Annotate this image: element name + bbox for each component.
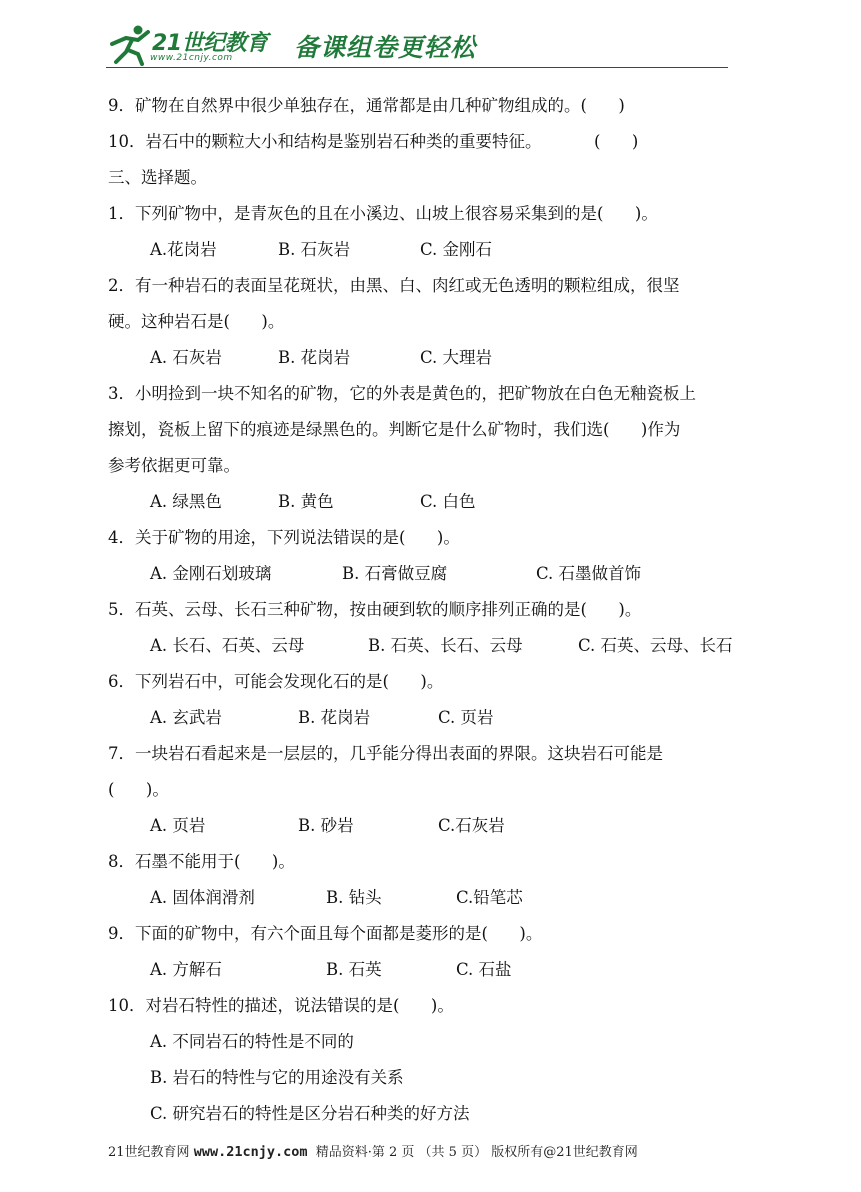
question-7-option-a: A. 页岩	[150, 816, 206, 835]
page-footer	[108, 1141, 638, 1160]
question-4-option-b: B. 石膏做豆腐	[342, 564, 448, 583]
question-6-option-a: A. 玄武岩	[150, 708, 222, 727]
question-8-option-b: B. 钻头	[326, 888, 382, 907]
question-2-stem-line2: 硬。这种岩石是( )。	[108, 312, 285, 331]
question-5-stem: 5．石英、云母、长石三种矿物，按由硬到软的顺序排列正确的是( )。	[108, 600, 642, 619]
question-3-option-b: B. 黄色	[278, 492, 334, 511]
judgement-question-10: 10．岩石中的颗粒大小和结构是鉴别岩石种类的重要特征。 ( )	[108, 132, 639, 151]
question-2-option-b: B. 花岗岩	[278, 348, 351, 367]
question-1-stem: 1．下列矿物中，是青灰色的且在小溪边、山坡上很容易采集到的是( )。	[108, 204, 658, 223]
question-5-option-c: C. 石英、云母、长石	[578, 636, 733, 655]
question-6-option-b: B. 花岗岩	[298, 708, 371, 727]
judgement-question-9: 9．矿物在自然界中很少单独存在，通常都是由几种矿物组成的。( )	[108, 96, 625, 115]
section-title: 三、选择题。	[108, 168, 207, 187]
header-divider	[106, 67, 728, 68]
footer-url-link[interactable]: www.21cnjy.com	[193, 1144, 308, 1160]
question-8-option-a: A. 固体润滑剂	[150, 888, 255, 907]
question-1-option-b: B. 石灰岩	[278, 240, 351, 259]
runner-logo-icon	[108, 24, 152, 66]
question-3-stem-line2: 擦划，瓷板上留下的痕迹是绿黑色的。判断它是什么矿物时，我们选( )作为	[108, 420, 681, 439]
question-2-option-a: A. 石灰岩	[150, 348, 222, 367]
page-header	[108, 22, 728, 72]
question-3-stem-line1: 3．小明捡到一块不知名的矿物，它的外表是黄色的，把矿物放在白色无釉瓷板上	[108, 384, 696, 403]
question-1-option-c: C. 金刚石	[420, 240, 493, 259]
question-9-option-a: A. 方解石	[150, 960, 222, 979]
question-4-stem: 4．关于矿物的用途，下列说法错误的是( )。	[108, 528, 460, 547]
question-5-option-b: B. 石英、长石、云母	[368, 636, 523, 655]
logo-text: 21世纪教育	[152, 31, 268, 56]
question-5-option-a: A. 长石、石英、云母	[150, 636, 305, 655]
question-10-option-a: A. 不同岩石的特性是不同的	[150, 1032, 354, 1051]
question-9-option-b: B. 石英	[326, 960, 382, 979]
question-1-option-a: A.花岗岩	[150, 240, 217, 259]
question-4-option-a: A. 金刚石划玻璃	[150, 564, 272, 583]
question-3-option-a: A. 绿黑色	[150, 492, 222, 511]
header-slogan: 备课组卷更轻松	[294, 33, 477, 62]
question-7-stem-line1: 7．一块岩石看起来是一层层的，几乎能分得出表面的界限。这块岩石可能是	[108, 744, 663, 763]
question-3-stem-line3: 参考依据更可靠。	[108, 456, 240, 475]
question-2-stem-line1: 2．有一种岩石的表面呈花斑状，由黑、白、肉红或无色透明的颗粒组成，很坚	[108, 276, 680, 295]
question-7-stem-line2: ( )。	[108, 780, 169, 799]
question-7-option-c: C.石灰岩	[438, 816, 505, 835]
question-6-option-c: C. 页岩	[438, 708, 494, 727]
question-8-option-c: C.铅笔芯	[456, 888, 523, 907]
question-4-option-c: C. 石墨做首饰	[536, 564, 642, 583]
question-9-option-c: C. 石盐	[456, 960, 512, 979]
question-10-option-b: B. 岩石的特性与它的用途没有关系	[150, 1068, 404, 1087]
question-10-stem: 10．对岩石特性的描述，说法错误的是( )。	[108, 996, 454, 1015]
footer-right: 精品资料·第 2 页 （共 5 页） 版权所有@21世纪教育网	[307, 1145, 638, 1160]
logo-url: www.21cnjy.com	[150, 53, 233, 63]
question-9-stem: 9．下面的矿物中，有六个面且每个面都是菱形的是( )。	[108, 924, 543, 943]
question-6-stem: 6．下列岩石中，可能会发现化石的是( )。	[108, 672, 444, 691]
question-7-option-b: B. 砂岩	[298, 816, 354, 835]
question-3-option-c: C. 白色	[420, 492, 476, 511]
question-2-option-c: C. 大理岩	[420, 348, 493, 367]
footer-left: 21世纪教育网	[108, 1145, 194, 1160]
question-10-option-c: C. 研究岩石的特性是区分岩石种类的好方法	[150, 1104, 470, 1123]
question-8-stem: 8．石墨不能用于( )。	[108, 852, 295, 871]
